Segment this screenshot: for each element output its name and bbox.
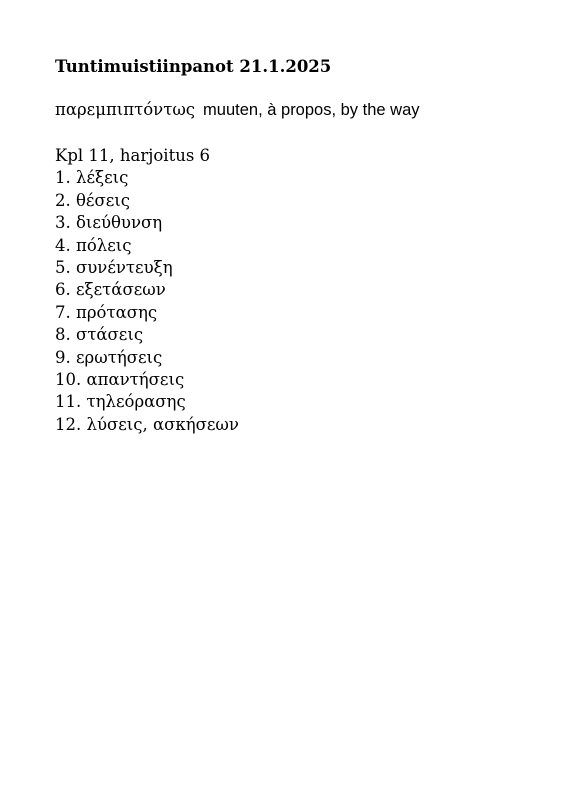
item-word: λέξεις bbox=[76, 168, 129, 188]
item-word: λύσεις, ασκήσεων bbox=[86, 414, 239, 434]
item-word: πόλεις bbox=[76, 235, 132, 255]
answer-list bbox=[55, 167, 239, 436]
list-item bbox=[55, 369, 239, 391]
vocabulary-phrase bbox=[55, 99, 420, 121]
item-number: 7. bbox=[55, 302, 71, 322]
list-item bbox=[55, 257, 239, 279]
item-number: 6. bbox=[55, 280, 71, 300]
item-number: 8. bbox=[55, 325, 71, 345]
item-word: τηλεόρασης bbox=[86, 392, 186, 412]
item-number: 3. bbox=[55, 213, 71, 233]
item-number: 9. bbox=[55, 347, 71, 367]
list-item bbox=[55, 212, 239, 234]
item-word: απαντήσεις bbox=[86, 370, 185, 390]
list-item bbox=[55, 391, 239, 413]
exercise-heading: Kpl 11, harjoitus 6 bbox=[55, 146, 211, 165]
item-number: 12. bbox=[55, 414, 82, 434]
exercise-section bbox=[55, 145, 239, 436]
list-item bbox=[55, 347, 239, 369]
greek-phrase: παρεμπιπτόντως bbox=[55, 100, 196, 119]
document-title: Tuntimuistiinpanot 21.1.2025 bbox=[55, 57, 332, 76]
list-item bbox=[55, 190, 239, 212]
item-number: 1. bbox=[55, 168, 71, 188]
item-number: 4. bbox=[55, 235, 71, 255]
item-number: 5. bbox=[55, 258, 71, 278]
item-word: θέσεις bbox=[76, 190, 131, 210]
phrase-translation: muuten, à propos, by the way bbox=[203, 101, 420, 119]
item-word: διεύθυνση bbox=[76, 213, 163, 233]
list-item bbox=[55, 302, 239, 324]
item-word: ερωτήσεις bbox=[76, 347, 163, 367]
list-item bbox=[55, 167, 239, 189]
item-word: εξετάσεων bbox=[76, 280, 166, 300]
item-number: 2. bbox=[55, 190, 71, 210]
item-word: στάσεις bbox=[76, 325, 144, 345]
list-item bbox=[55, 235, 239, 257]
list-item bbox=[55, 414, 239, 436]
list-item bbox=[55, 279, 239, 301]
item-number: 11. bbox=[55, 392, 82, 412]
item-number: 10. bbox=[55, 370, 82, 390]
item-word: συνέντευξη bbox=[76, 258, 173, 278]
item-word: πρότασης bbox=[76, 302, 158, 322]
list-item bbox=[55, 324, 239, 346]
